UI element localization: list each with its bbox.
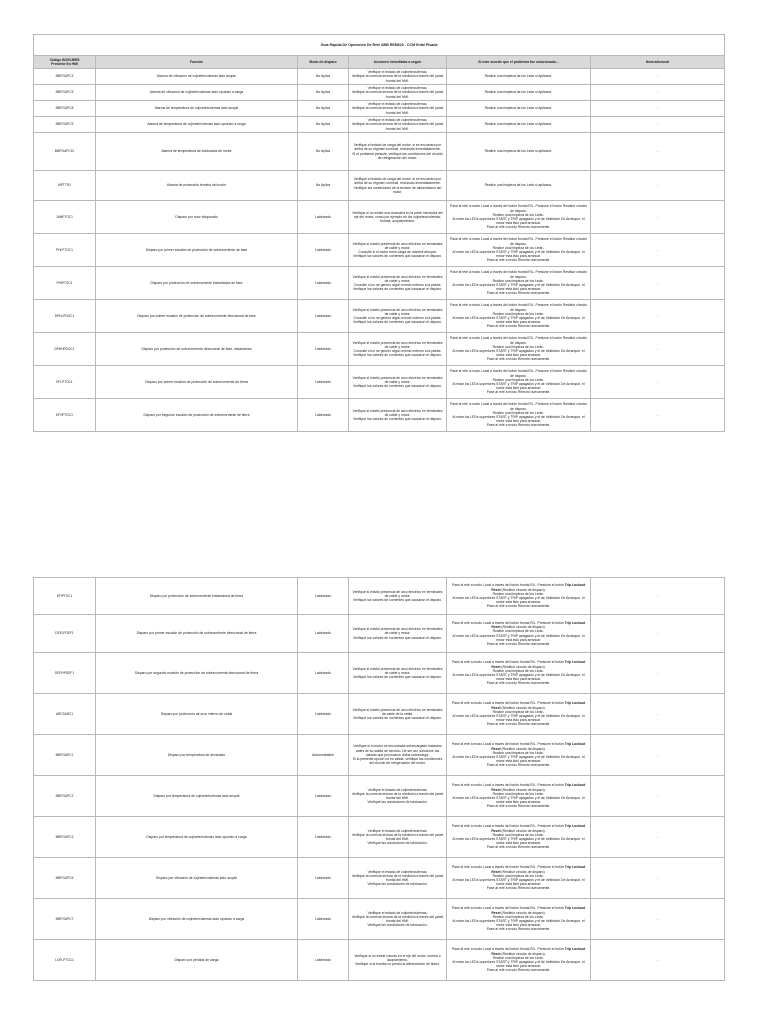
actions-cell: Verifique el estado de cojinete/culemas. Verifique la correcta lectura de la medición a través del panel frontal del HMI. Verifique las condiciones de lubricación.	[349, 858, 447, 899]
actions-cell: Verifique si existió presencia de arco eléctrico en terminales de cable y motor. Verifique los valores de corrientes que causaron el disparo.	[349, 366, 447, 399]
actions-cell: Verifique el estado de cojinete/culemas. Verifique la correcta lectura de la medición a través del panel frontal del HMI. Verifique las condiciones de lubricación.	[349, 776, 447, 817]
table-row	[34, 858, 725, 899]
actions-cell: Verifique el estado de cojinete/culemas. Verifique la correcta lectura de la medición a través del panel frontal del HMI.	[349, 85, 447, 101]
table-row	[34, 399, 725, 432]
mode-cell: Latcheado	[298, 267, 349, 300]
table-row	[34, 615, 725, 653]
actions-cell: Verifique si existió presencia de arco eléctrico en terminales de cable y motor. Consulte si no se generó algún evento externo a la planta. Verifique los valores de corrientes que causaron el disparo.	[349, 267, 447, 300]
note-cell: -	[591, 333, 725, 366]
actions-cell: Verifique si existió presencia de arco eléctrico en terminales de cable y motor. Verifique los valores de corrientes que causaron el disparo.	[349, 399, 447, 432]
note-cell: -	[591, 653, 725, 694]
function-cell: Alarma de vibración de cojinete/culemas lado opuesto a carga	[96, 85, 298, 101]
mode-cell: No Aplica	[298, 69, 349, 85]
solution-cell: Pase al relé a modo Local a través del botón frontal R/L. Presione el botón Trip Lockout Reset (Restituir circuito de disparo). Realice una limpieza de los Leds¹. Al estar los LEDs superiores START y TRIP apagados y el de Inhibición De Arranque, el motor está listo para arrancar. Pase al relé a modo Remoto nuevamente.	[447, 694, 591, 735]
note-cell: -	[591, 366, 725, 399]
note-cell: -	[591, 694, 725, 735]
mode-cell: Latcheado	[298, 858, 349, 899]
function-cell: Disparo por primer escalón de protección de sobrecorriente direccional de tierra	[96, 615, 298, 653]
solution-cell: Realice una limpieza de los Leds si aplicara¹.	[447, 101, 591, 117]
code-cell: DPHLPDOC1	[34, 300, 96, 333]
note-cell: -	[591, 267, 725, 300]
solution-cell: Pase al relé a modo Local a través del botón frontal R/L. Presione el botón Restituir circuito de disparo. Realice una limpieza de los Leds¹. Al estar los LEDs superiores START y TRIP apagados y el de Inhibición De Arranque, el motor está listo para arrancar. Pase al relé a modo Remoto nuevamente.	[447, 333, 591, 366]
note-cell: -	[591, 171, 725, 201]
note-cell: -	[591, 201, 725, 234]
table-row	[34, 735, 725, 776]
function-cell: Alarma de temperatura de bobinados de motor	[96, 133, 298, 171]
actions-cell: Verifique si existió presencia de arco eléctrico en terminales de cable y motor. Consulte si no se generó algún evento externo a la planta. Verifique los valores de corrientes que causaron el disparo.	[349, 300, 447, 333]
table-row	[34, 267, 725, 300]
function-cell: Disparo por temperatura de devanado	[96, 735, 298, 776]
solution-cell: Pase al relé a modo Local a través del botón frontal R/L. Presione el botón Trip Lockout Reset (Restituir circuito de disparo). Realice una limpieza de los Leds¹. Al estar los LEDs superiores START y TRIP apagados y el de Inhibición De Arranque, el motor está listo para arrancar. Pase al relé a modo Remoto nuevamente.	[447, 615, 591, 653]
column-header: Modo de disparo	[298, 56, 349, 69]
table-row	[34, 101, 725, 117]
note-cell: -	[591, 858, 725, 899]
table-row	[34, 234, 725, 267]
table-row	[34, 333, 725, 366]
actions-cell: Verifique el estado de cojinete/culemas. Verifique la correcta lectura de la medición a través del panel frontal del HMI.	[349, 101, 447, 117]
solution-cell: Pase al relé a modo Local a través del botón frontal R/L. Presione el botón Trip Lockout Reset (Restituir circuito de disparo). Realice una limpieza de los Leds¹. Al estar los LEDs superiores START y TRIP apagados y el de Inhibición De Arranque, el motor está listo para arrancar. Pase al relé a modo Remoto nuevamente.	[447, 899, 591, 940]
table-row	[34, 653, 725, 694]
table-row	[34, 817, 725, 858]
code-cell: PHIPTOC1	[34, 267, 96, 300]
function-cell: Disparo por protección de sobrecorriente instantánea de tierra	[96, 578, 298, 615]
actions-cell: Verifique si existió presencia de arco eléctrico en terminales de cable de la celda. Verifique los valores de corrientes que causaron el disparo.	[349, 694, 447, 735]
actions-cell: Verifique si existió presencia de arco eléctrico en terminales de cable y motor. Verifique los valores de corrientes que causaron el disparo.	[349, 653, 447, 694]
note-cell: -	[591, 776, 725, 817]
actions-cell: Verifique el estado de cojinete/culemas. Verifique la correcta lectura de la medición a través del panel frontal del HMI.	[349, 117, 447, 133]
code-cell: MBPGAPC3	[34, 817, 96, 858]
solution-cell: Realice una limpieza de los Leds si aplicara¹.	[447, 171, 591, 201]
code-cell: JAMPTOC1	[34, 201, 96, 234]
mode-cell: Latcheado	[298, 899, 349, 940]
mode-cell: Latcheado	[298, 234, 349, 267]
note-cell: -	[591, 399, 725, 432]
code-cell: MBPGAPC5	[34, 85, 96, 101]
solution-cell: Pase al relé a modo Local a través del botón frontal R/L. Presione el botón Restituir circuito de disparo. Realice una limpieza de los Leds¹. Al estar los LEDs superiores START y TRIP apagados y el de Inhibición De Arranque, el motor está listo para arrancar. Pase al relé a modo Remoto nuevamente.	[447, 300, 591, 333]
solution-cell: Pase al relé a modo Local a través del botón frontal R/L. Presione el botón Trip Lockout Reset (Restituir circuito de disparo). Realice una limpieza de los Leds¹. Al estar los LEDs superiores START y TRIP apagados y el de Inhibición De Arranque, el motor está listo para arrancar. Pase al relé a modo Remoto nuevamente.	[447, 735, 591, 776]
column-header: Código BOELBIR8 Presente En HMI	[34, 56, 96, 69]
note-cell: -	[591, 899, 725, 940]
code-cell: MBPGAPC1	[34, 735, 96, 776]
code-cell: MBPGAPC9	[34, 117, 96, 133]
table-row	[34, 578, 725, 615]
function-cell: Disparo por vibración de cojinete/culemas lado opuesto a carga	[96, 899, 298, 940]
function-cell: Disparo por protección de sobrecorriente instantánea de fase	[96, 267, 298, 300]
mode-cell: Latcheado	[298, 653, 349, 694]
mode-cell: Latcheado	[298, 817, 349, 858]
function-cell: Disparo por primer escalón de protección de sobrecorriente de tierra	[96, 366, 298, 399]
code-cell: MBPGAPC10	[34, 133, 96, 171]
note-cell: -	[591, 940, 725, 981]
table-row	[34, 694, 725, 735]
function-cell: Disparo por temperatura de cojinete/culemas lado opuesto a carga	[96, 817, 298, 858]
solution-cell: Pase al relé a modo Local a través del botón frontal R/L. Presione el botón Restituir circuito de disparo. Realice una limpieza de los Leds¹. Al estar los LEDs superiores START y TRIP apagados y el de Inhibición De Arranque, el motor está listo para arrancar. Pase al relé a modo Remoto nuevamente.	[447, 234, 591, 267]
table-row	[34, 171, 725, 201]
actions-cell: Verifique si el motor se encontraba sobrecargado instantes antes de su salida de servicio. De ser así, solucione las causas que provocaron dicha sobrecarga. Si la presente opción no es válida, verifique las condiciones del circuito de refrigeración del motor.	[349, 735, 447, 776]
solution-cell: Realice una limpieza de los Leds si aplicara¹.	[447, 133, 591, 171]
mode-cell: No Aplica	[298, 85, 349, 101]
table-row	[34, 201, 725, 234]
note-cell: -	[591, 817, 725, 858]
column-header: Si esto sucede que el problema fue solucionado...	[447, 56, 591, 69]
function-cell: Alarma de vibración de cojinete/culemas lado acople	[96, 69, 298, 85]
code-cell: MPTTR1	[34, 171, 96, 201]
code-cell: EFLPTOC1	[34, 366, 96, 399]
function-cell: Alarma de temperatura de cojinete/culemas lado acople	[96, 101, 298, 117]
function-cell: Disparo por segundo escalón de protección de sobrecorriente direccional de tierra	[96, 653, 298, 694]
actions-cell: Verifique si existió presencia de arco eléctrico en terminales de cable y motor. Consulte si no se generó algún evento externo a la planta. Verifique los valores de corrientes que causaron el disparo.	[349, 333, 447, 366]
function-cell: Disparo por segundo escalón de protección de sobrecorriente de tierra	[96, 399, 298, 432]
note-cell: -	[591, 300, 725, 333]
note-cell: -	[591, 69, 725, 85]
mode-cell: Latcheado	[298, 300, 349, 333]
table-row	[34, 133, 725, 171]
solution-cell: Realice una limpieza de los Leds si aplicara¹.	[447, 69, 591, 85]
solution-cell: Pase al relé a modo Local a través del botón frontal R/L. Presione el botón Restituir circuito de disparo. Realice una limpieza de los Leds¹. Al estar los LEDs superiores START y TRIP apagados y el de Inhibición De Arranque, el motor está listo para arrancar. Pase al relé a modo Remoto nuevamente.	[447, 399, 591, 432]
note-cell: -	[591, 101, 725, 117]
actions-cell: Verifique el estado de cojinete/culemas. Verifique la correcta lectura de la medición a través del panel frontal del HMI.	[349, 69, 447, 85]
mode-cell: No Aplica	[298, 117, 349, 133]
function-cell: Disparo por protección de arco interno de celda	[96, 694, 298, 735]
function-cell: Alarma de temperatura de cojinete/culemas lado opuesto a carga	[96, 117, 298, 133]
table-row	[34, 69, 725, 85]
table-header	[34, 56, 725, 69]
column-header: Nota adicional	[591, 56, 725, 69]
function-cell: Disparo por temperatura de cojinete/culemas lado acople	[96, 776, 298, 817]
mode-cell: Latcheado	[298, 201, 349, 234]
solution-cell: Pase al relé a modo Local a través del botón frontal R/L. Presione el botón Trip Lockout Reset (Restituir circuito de disparo). Realice una limpieza de los Leds¹. Al estar los LEDs superiores START y TRIP apagados y el de Inhibición De Arranque, el motor está listo para arrancar. Pase al relé a modo Remoto nuevamente.	[447, 653, 591, 694]
code-cell: DEFHPDEF1	[34, 653, 96, 694]
guide-table-page-2	[33, 577, 725, 981]
actions-cell: Verifique si no existe una anomalía en la parte mecánica del eje del motor, como por ejemplo en los cojinetes/culemas, bomba, acoplamientos.	[349, 201, 447, 234]
mode-cell: Latcheado	[298, 399, 349, 432]
function-cell: Alarma de protección térmica del motor	[96, 171, 298, 201]
code-cell: ARCSARC1	[34, 694, 96, 735]
solution-cell: Pase al relé a modo Local a través del botón frontal R/L. Presione el botón Trip Lockout Reset (Restituir circuito de disparo). Realice una limpieza de los Leds¹. Al estar los LEDs superiores START y TRIP apagados y el de Inhibición De Arranque, el motor está listo para arrancar. Pase al relé a modo Remoto nuevamente.	[447, 940, 591, 981]
function-cell: Disparo por rotor bloqueado	[96, 201, 298, 234]
actions-cell: Verifique si no existe roturas en el eje del motor, bomba o acoplamiento. Verifique si la bomba no perdió la alimentación de fluido.	[349, 940, 447, 981]
guide-table-page-1	[33, 34, 725, 432]
solution-cell: Realice una limpieza de los Leds si aplicara¹.	[447, 117, 591, 133]
function-cell: Disparo por pérdida de carga	[96, 940, 298, 981]
document-page-1	[33, 34, 724, 432]
function-cell: Disparo por vibración de cojinete/culemas lado acople	[96, 858, 298, 899]
code-cell: DEFLPDEF1	[34, 615, 96, 653]
code-cell: EFIPTOC1	[34, 578, 96, 615]
mode-cell: No Aplica	[298, 171, 349, 201]
mode-cell: No Aplica	[298, 133, 349, 171]
table-row	[34, 300, 725, 333]
code-cell: LOFLPTOC1	[34, 940, 96, 981]
actions-cell: Verifique si existió presencia de arco eléctrico en terminales de cable y motor. Consulte si el motor tomó carga de manera abrupta. Verifique los valores de corrientes que causaron el disparo.	[349, 234, 447, 267]
function-cell: Disparo por protección de sobrecorriente direccional de fase, instantánea	[96, 333, 298, 366]
mode-cell: Latcheado	[298, 776, 349, 817]
solution-cell: Realice una limpieza de los Leds si aplicara¹.	[447, 85, 591, 101]
document-title: Guía Rápida De Operación De Relé ABB REM620 - CCM Enfal Pisada	[34, 35, 725, 56]
solution-cell: Pase al relé a modo Local a través del botón frontal R/L. Presione el botón Trip Lockout Reset (Restituir circuito de disparo). Realice una limpieza de los Leds¹. Al estar los LEDs superiores START y TRIP apagados y el de Inhibición De Arranque, el motor está listo para arrancar. Pase al relé a modo Remoto nuevamente.	[447, 858, 591, 899]
mode-cell: Latcheado	[298, 366, 349, 399]
mode-cell: No Aplica	[298, 101, 349, 117]
table-row	[34, 85, 725, 101]
solution-cell: Pase al relé a modo Local a través del botón frontal R/L. Presione el botón Restituir circuito de disparo. Realice una limpieza de los Leds¹. Al estar los LEDs superiores START y TRIP apagados y el de Inhibición De Arranque, el motor está listo para arrancar. Pase al relé a modo Remoto nuevamente.	[447, 366, 591, 399]
code-cell: MBPGAPC6	[34, 858, 96, 899]
mode-cell: Latcheado	[298, 333, 349, 366]
code-cell: DPHHPDOC1	[34, 333, 96, 366]
mode-cell: Latcheado	[298, 615, 349, 653]
note-cell: -	[591, 117, 725, 133]
function-cell: Disparo por primer escalón de protección de sobrecorriente direccional de fase	[96, 300, 298, 333]
actions-cell: Verifique si existió presencia de arco eléctrico en terminales de cable y motor. Verifique los valores de corrientes que causaron el disparo.	[349, 578, 447, 615]
code-cell: MBPGAPC8	[34, 101, 96, 117]
mode-cell: Latcheado	[298, 694, 349, 735]
note-cell: -	[591, 85, 725, 101]
solution-cell: Pase al relé a modo Local a través del botón frontal R/L. Presione el botón Trip Lockout Reset (Restituir circuito de disparo). Realice una limpieza de los Leds¹. Al estar los LEDs superiores START y TRIP apagados y el de Inhibición De Arranque, el motor está listo para arrancar. Pase al relé a modo Remoto nuevamente.	[447, 817, 591, 858]
table-row	[34, 117, 725, 133]
actions-cell: Verifique el estado de carga del motor, si se encuentra por arriba de su régimen nominal, redúzcalo inmediatamente. Verifique las condiciones de la tensión de alimentación del motor.	[349, 171, 447, 201]
code-cell: EFHPTOC1	[34, 399, 96, 432]
note-cell: -	[591, 615, 725, 653]
actions-cell: Verifique el estado de cojinete/culemas. Verifique la correcta lectura de la medición a través del panel frontal del HMI. Verifique las condiciones de lubricación.	[349, 817, 447, 858]
actions-cell: Verifique el estado de cojinete/culemas. Verifique la correcta lectura de la medición a través del panel frontal del HMI. Verifique las condiciones de lubricación.	[349, 899, 447, 940]
note-cell: -	[591, 578, 725, 615]
table-row	[34, 899, 725, 940]
function-cell: Disparo por primer escalón de protección de sobrecorriente de fase	[96, 234, 298, 267]
actions-cell: Verifique si existió presencia de arco eléctrico en terminales de cable y motor. Verifique los valores de corrientes que causaron el disparo.	[349, 615, 447, 653]
table-row	[34, 366, 725, 399]
table-row	[34, 776, 725, 817]
code-cell: PHLPTOC1	[34, 234, 96, 267]
column-header: Acciones inmediatas a seguir	[349, 56, 447, 69]
mode-cell: Autorestetable	[298, 735, 349, 776]
code-cell: MBPGAPC7	[34, 899, 96, 940]
mode-cell: Latcheado	[298, 578, 349, 615]
note-cell: -	[591, 133, 725, 171]
note-cell: -	[591, 234, 725, 267]
solution-cell: Pase al relé a modo Local a través del botón frontal R/L. Presione el botón Restituir circuito de disparo. Realice una limpieza de los Leds¹. Al estar los LEDs superiores START y TRIP apagados y el de Inhibición De Arranque, el motor está listo para arrancar. Pase al relé a modo Remoto nuevamente.	[447, 267, 591, 300]
mode-cell: Latcheado	[298, 940, 349, 981]
table-row	[34, 940, 725, 981]
solution-cell: Pase al relé a modo Local a través del botón frontal R/L. Presione el botón Trip Lockout Reset (Restituir circuito de disparo). Realice una limpieza de los Leds¹. Al estar los LEDs superiores START y TRIP apagados y el de Inhibición De Arranque, el motor está listo para arrancar. Pase al relé a modo Remoto nuevamente.	[447, 776, 591, 817]
actions-cell: Verifique el estado de carga del motor, si se encuentra por arriba de su régimen nominal, redúzcalo inmediatamente. Si el problema persiste, verifique las condiciones del circuito de refrigeración del motor.	[349, 133, 447, 171]
code-cell: MBPGAPC2	[34, 776, 96, 817]
solution-cell: Pase al relé a modo Local a través del botón frontal R/L. Presione el botón Restituir circuito de disparo. Realice una limpieza de los Leds¹. Al estar los LEDs superiores START y TRIP apagados y el de Inhibición De Arranque, el motor está listo para arrancar. Pase al relé a modo Remoto nuevamente.	[447, 201, 591, 234]
solution-cell: Pase al relé a modo Local a través del botón frontal R/L. Presione el botón Trip Lockout Reset (Restituir circuito de disparo). Realice una limpieza de los Leds¹. Al estar los LEDs superiores START y TRIP apagados y el de Inhibición De Arranque, el motor está listo para arrancar. Pase al relé a modo Remoto nuevamente.	[447, 578, 591, 615]
column-header: Función	[96, 56, 298, 69]
note-cell: -	[591, 735, 725, 776]
code-cell: MBPGAPC3	[34, 69, 96, 85]
document-page-2	[33, 577, 724, 981]
